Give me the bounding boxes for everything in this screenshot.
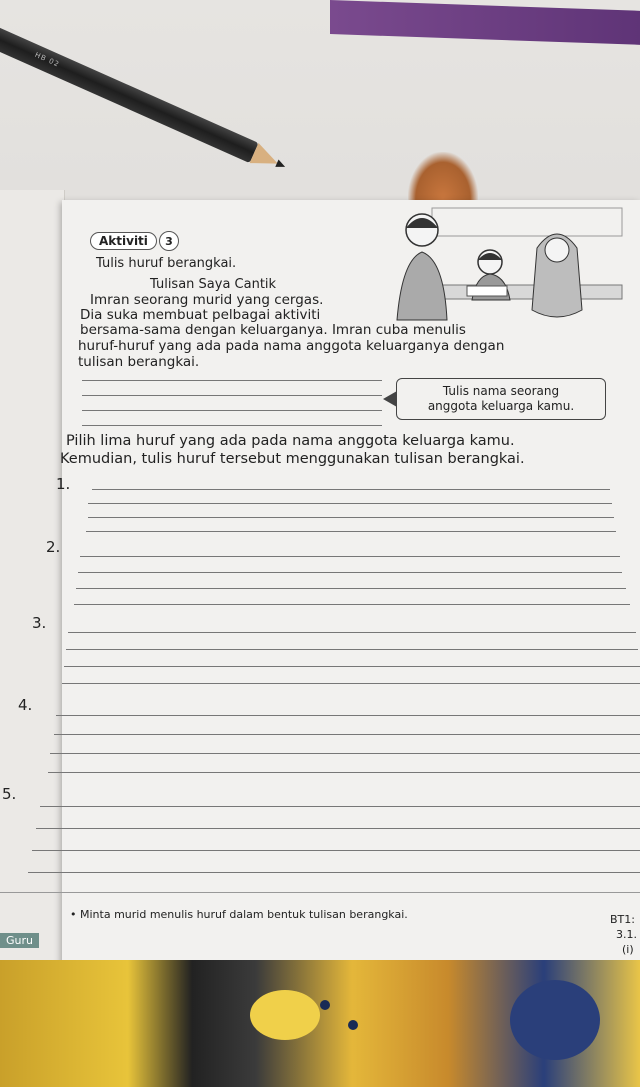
writing-line[interactable] xyxy=(74,604,630,605)
left-page xyxy=(0,190,65,970)
instruction-2-line-2: Kemudian, tulis huruf tersebut menggunakan tulisan berangkai. xyxy=(60,451,525,467)
story-title: Tulisan Saya Cantik xyxy=(150,277,277,292)
writing-line[interactable] xyxy=(28,872,640,873)
bti-code-2: 3.1. xyxy=(616,928,637,941)
callout-box xyxy=(396,378,606,420)
bti-code: BT1: xyxy=(610,913,635,926)
writing-line[interactable] xyxy=(86,531,616,532)
pattern-dot xyxy=(348,1020,358,1030)
family-illustration xyxy=(372,200,634,340)
name-line xyxy=(82,395,382,396)
pencil-shaving xyxy=(408,152,478,204)
writing-line[interactable] xyxy=(54,734,640,735)
name-line xyxy=(82,425,382,426)
item-number-2: 2. xyxy=(46,538,61,556)
item-number-4: 4. xyxy=(18,696,33,714)
pattern-dot xyxy=(320,1000,330,1010)
teacher-note-text: Minta murid menulis huruf dalam bentuk tulisan berangkai. xyxy=(80,908,408,921)
writing-line[interactable] xyxy=(68,632,636,633)
writing-line[interactable] xyxy=(92,489,610,490)
callout-line-1: Tulis nama seorang xyxy=(442,384,560,398)
footer-divider xyxy=(0,892,640,893)
instruction-2-line-1: Pilih lima huruf yang ada pada nama anggota keluarga kamu. xyxy=(66,433,515,449)
bti-code-3: (i) xyxy=(622,943,634,956)
story-line-2: Dia suka membuat pelbagai aktiviti xyxy=(80,307,321,323)
activity-badge xyxy=(90,231,179,251)
activity-number: 3 xyxy=(159,231,179,251)
pencil-print: HB 02 xyxy=(33,50,61,69)
pattern-blob xyxy=(250,990,320,1040)
writing-line[interactable] xyxy=(64,666,640,667)
writing-line[interactable] xyxy=(78,572,622,573)
instruction-1: Tulis huruf berangkai. xyxy=(96,256,237,271)
pattern-blob xyxy=(510,980,600,1060)
activity-label: Aktiviti xyxy=(90,232,157,250)
story-line-5: tulisan berangkai. xyxy=(78,354,200,370)
writing-line[interactable] xyxy=(62,683,640,684)
writing-line[interactable] xyxy=(32,850,640,851)
cloth-pattern xyxy=(0,960,640,1087)
item-number-1: 1. xyxy=(56,475,71,493)
writing-line[interactable] xyxy=(56,715,640,716)
name-line xyxy=(82,380,382,381)
writing-line[interactable] xyxy=(80,556,620,557)
item-number-5: 5. xyxy=(2,785,17,803)
story-line-3: bersama-sama dengan keluarganya. Imran cuba menulis xyxy=(80,322,466,338)
writing-line[interactable] xyxy=(88,517,614,518)
writing-line[interactable] xyxy=(48,772,640,773)
writing-line[interactable] xyxy=(76,588,626,589)
writing-line[interactable] xyxy=(50,753,640,754)
writing-line[interactable] xyxy=(40,806,640,807)
item-number-3: 3. xyxy=(32,614,47,632)
story-line-1: Imran seorang murid yang cergas. xyxy=(90,292,324,308)
writing-line[interactable] xyxy=(88,503,612,504)
story-line-4: huruf-huruf yang ada pada nama anggota keluarganya dengan xyxy=(78,338,505,354)
callout-line-2: anggota keluarga kamu. xyxy=(427,399,575,413)
writing-line[interactable] xyxy=(66,649,638,650)
writing-line[interactable] xyxy=(36,828,640,829)
teacher-note: • Minta murid menulis huruf dalam bentuk tulisan berangkai. xyxy=(70,908,408,921)
guru-tag: Guru xyxy=(0,933,39,948)
name-line xyxy=(82,410,382,411)
